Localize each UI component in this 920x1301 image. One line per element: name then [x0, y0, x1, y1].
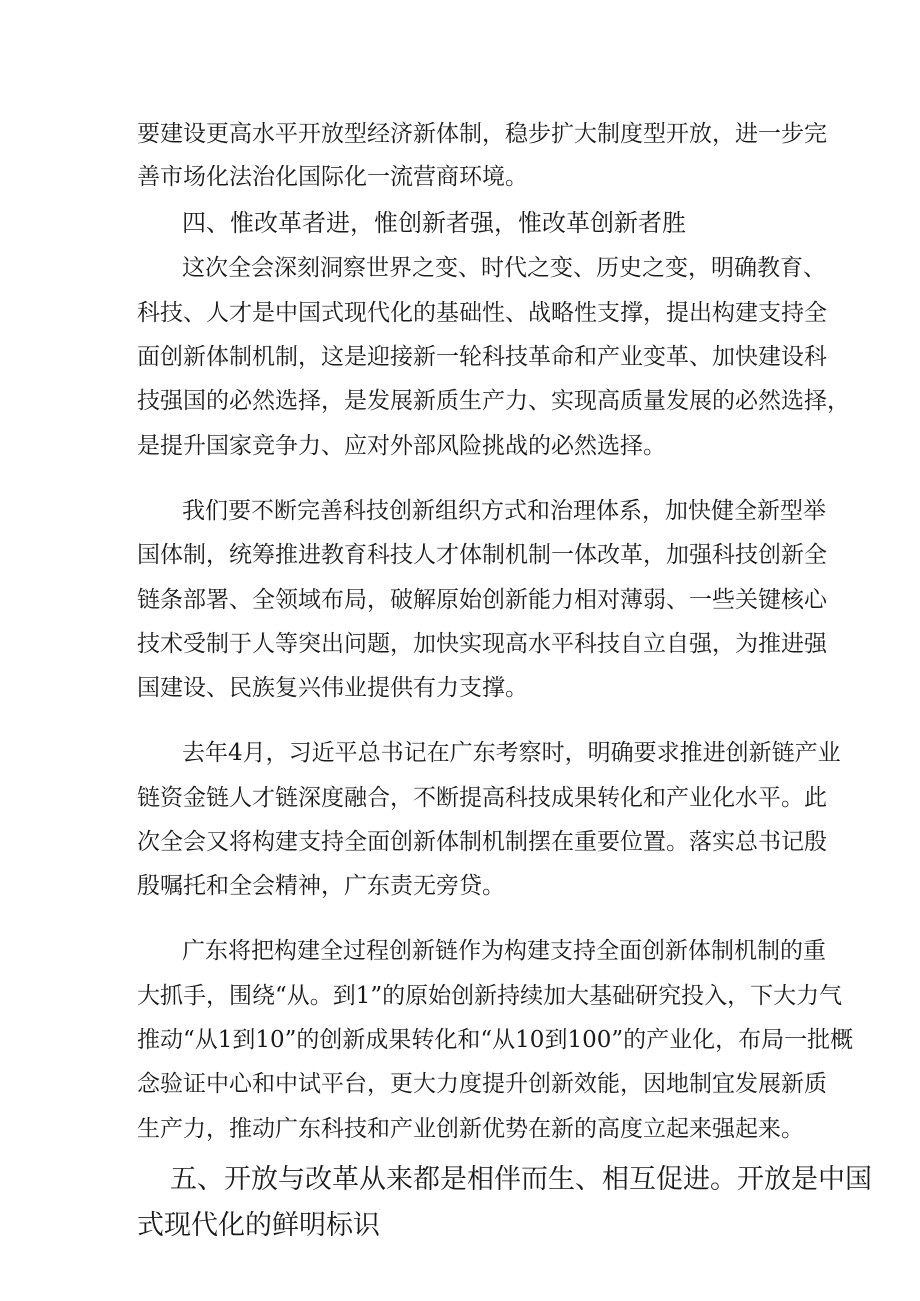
section-heading: 四、惟改革者进，惟创新者强，惟改革创新者胜 [182, 209, 686, 237]
paragraph-line: 我们要不断完善科技创新组织方式和治理体系，加快健全新型举 [182, 498, 826, 524]
paragraph-line: 去年4月，习近平总书记在广东考察时，明确要求推进创新链产业 [182, 740, 841, 766]
paragraph-line: 链条部署、全领域布局，破解原始创新能力相对薄弱、一些关键核心 [137, 587, 827, 613]
paragraph-line: 推动“从1到10”的创新成果转化和“从10到100”的产业化，布局一批概 [137, 1027, 854, 1053]
paragraph-line: 广东将把构建全过程创新链作为构建支持全面创新体制机制的重 [182, 938, 826, 964]
paragraph-line: 技术受制于人等突出问题，加快实现高水平科技自立自强，为推进强 [137, 631, 827, 657]
paragraph-line: 大抓手，围绕“从。到1”的原始创新持续加大基础研究投入，下大力气 [137, 983, 843, 1009]
paragraph-line: 这次全会深刻洞察世界之变、时代之变、历史之变，明确教育、 [182, 255, 826, 281]
paragraph-line: 链资金链人才链深度融合，不断提高科技成果转化和产业化水平。此 [137, 785, 827, 811]
paragraph-line: 科技、人才是中国式现代化的基础性、战略性支撑，提出构建支持全 [137, 300, 827, 326]
paragraph-line: 国建设、民族复兴伟业提供有力支撑。 [137, 675, 528, 701]
paragraph-line: 是提升国家竞争力、应对外部风险挑战的必然选择。 [137, 433, 666, 459]
paragraph-line: 要建设更高水平开放型经济新体制，稳步扩大制度型开放，进一步完 [137, 121, 827, 147]
paragraph-line: 面创新体制机制，这是迎接新一轮科技革命和产业变革、加快建设科 [137, 344, 827, 370]
paragraph-line: 殷嘱托和全会精神，广东责无旁贷。 [137, 873, 505, 899]
paragraph-line: 生产力，推动广东科技和产业创新优势在新的高度立起来强起来。 [137, 1116, 804, 1142]
section-heading: 五、开放与改革从来都是相伴而生、相互促进。开放是中国 [170, 1164, 872, 1195]
paragraph-line: 技强国的必然选择，是发展新质生产力、实现高质量发展的必然选择， [137, 388, 850, 414]
paragraph-line: 国体制，统筹推进教育科技人才体制机制一体改革，加强科技创新全 [137, 542, 827, 568]
paragraph-line: 次全会又将构建支持全面创新体制机制摆在重要位置。落实总书记殷 [137, 829, 827, 855]
section-heading-continuation: 式现代化的鲜明标识 [137, 1210, 380, 1241]
paragraph-line: 善市场化法治化国际化一流营商环境。 [137, 164, 528, 190]
paragraph-line: 念验证中心和中试平台，更大力度提升创新效能，因地制宜发展新质 [137, 1071, 827, 1097]
